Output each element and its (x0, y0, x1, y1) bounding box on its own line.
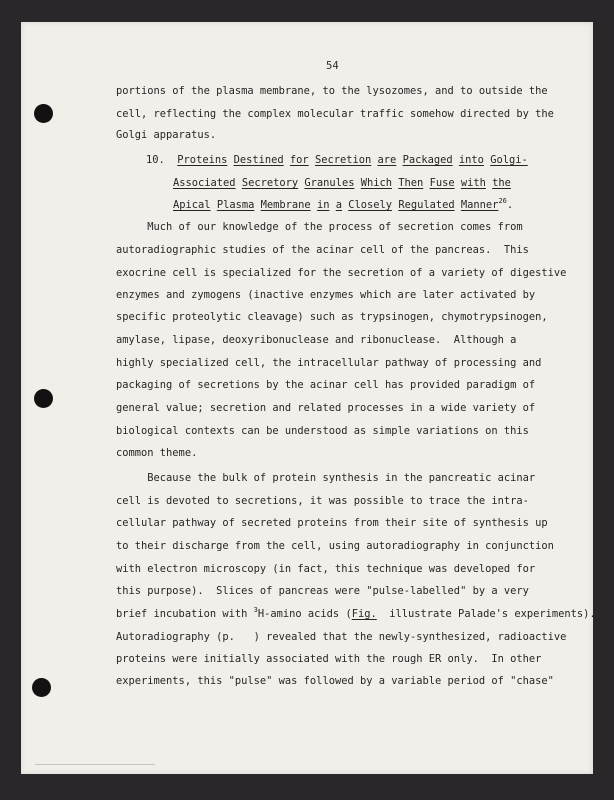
text-line: Golgi apparatus. (116, 129, 217, 141)
page-edge-mark (35, 764, 155, 765)
text-line: Autoradiography (p. ) revealed that the newly-synthesized, radioactive (116, 631, 567, 643)
text-line: with electron microscopy (in fact, this technique was developed for (116, 563, 536, 575)
heading-word: Manner (460, 199, 499, 211)
heading-word: Apical (173, 199, 211, 211)
text-line: highly specialized cell, the intracellular pathway of processing and (116, 357, 542, 369)
text-line: common theme. (116, 447, 198, 459)
text-line: biological contexts can be understood as simple variations on this (116, 425, 529, 437)
text-line: Much of our knowledge of the process of secretion comes from (116, 221, 523, 233)
text-line: proteins were initially associated with the rough ER only. In other (116, 653, 542, 665)
heading-word: Regulated (398, 199, 455, 211)
text-line: this purpose). Slices of pancreas were "pulse-labelled" by a very (116, 585, 529, 597)
heading-word: Plasma (216, 199, 255, 211)
footnote-marker: 26 (498, 197, 507, 205)
text-fragment: H-amino acids ( (257, 608, 352, 620)
figure-reference: Fig. (351, 608, 377, 620)
text-line: to their discharge from the cell, using autoradiography in conjunction (116, 540, 554, 552)
heading-word: Proteins (177, 154, 228, 166)
isotope-superscript: 3 (253, 606, 258, 614)
text-line: exocrine cell is specialized for the secretion of a variety of digestive (116, 267, 567, 279)
section-heading-line-3 (173, 198, 513, 212)
text-line: cell is devoted to secretions, it was possible to trace the intra- (116, 495, 529, 507)
heading-word: Associated (173, 177, 236, 189)
heading-word: Secretion (314, 154, 372, 166)
section-heading-line-2 (173, 176, 511, 190)
document-page (21, 22, 596, 774)
section-heading-line-1 (146, 153, 528, 167)
text-line: Because the bulk of protein synthesis in the pancreatic acinar (116, 472, 536, 484)
heading-word: Destined (233, 154, 284, 166)
page-number: 54 (326, 60, 339, 72)
section-number: 10. (146, 154, 165, 166)
heading-word: Fuse (429, 177, 455, 189)
heading-word: into (458, 154, 484, 166)
heading-word: Then (398, 177, 424, 189)
text-line: enzymes and zymogens (inactive enzymes which are later activated by (116, 289, 536, 301)
body-text (21, 22, 596, 687)
binder-hole-top (34, 104, 53, 123)
binder-hole-bottom (32, 678, 51, 697)
text-line: portions of the plasma membrane, to the lysozomes, and to outside the (116, 85, 548, 97)
heading-word: Granules (304, 177, 355, 189)
binder-hole-middle (34, 389, 53, 408)
text-fragment: brief incubation with (116, 608, 254, 620)
heading-word: in (316, 199, 330, 211)
heading-word: Packaged (402, 154, 453, 166)
heading-word: Golgi- (490, 154, 528, 166)
heading-word: are (377, 154, 397, 166)
text-line: general value; secretion and related processes in a wide variety of (116, 402, 536, 414)
text-line: packaging of secretions by the acinar cell has provided paradigm of (116, 379, 536, 391)
text-line: cell, reflecting the complex molecular traffic somehow directed by the (116, 108, 554, 120)
heading-word: for (289, 154, 309, 166)
heading-period: . (506, 199, 514, 211)
text-line: experiments, this "pulse" was followed by a variable period of "chase" (116, 675, 554, 687)
heading-word: a (335, 199, 342, 211)
heading-word: Secretory (241, 177, 299, 189)
heading-word: Membrane (260, 199, 311, 211)
text-line-with-superscript (116, 607, 596, 621)
text-fragment: illustrate Palade's experiments). (376, 608, 596, 620)
text-line: cellular pathway of secreted proteins from their site of synthesis up (116, 517, 548, 529)
text-line: specific proteolytic cleavage) such as trypsinogen, chymotrypsinogen, (116, 311, 548, 323)
text-line: amylase, lipase, deoxyribonuclease and ribonuclease. Although a (116, 334, 517, 346)
text-line: autoradiographic studies of the acinar cell of the pancreas. This (116, 244, 529, 256)
heading-word: Closely (348, 199, 393, 211)
heading-word: the (492, 177, 511, 189)
heading-word: Which (360, 177, 392, 189)
heading-word: with (460, 177, 486, 189)
